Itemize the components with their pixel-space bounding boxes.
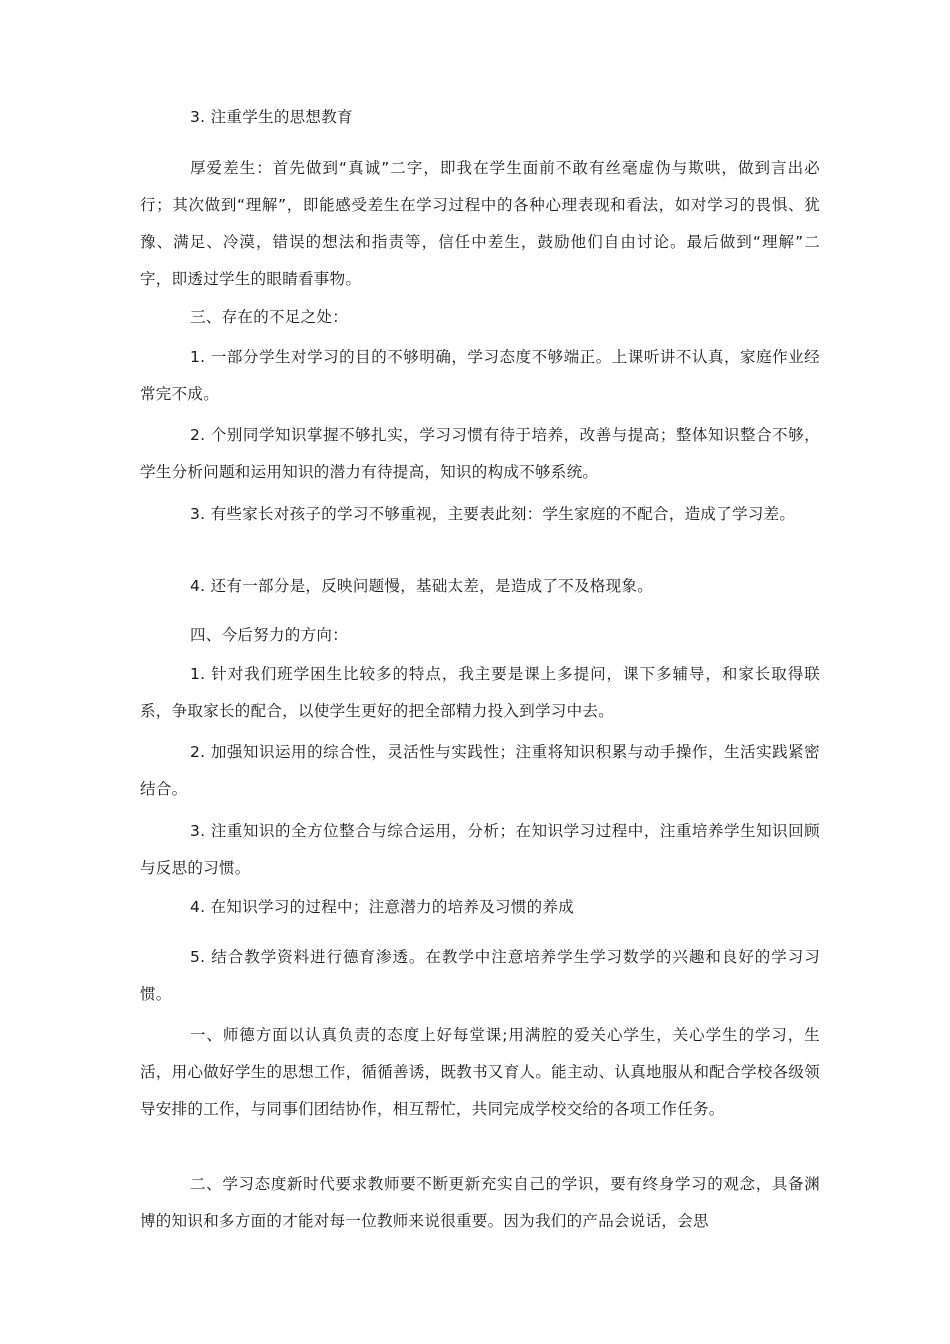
paragraph-13: 5. 结合教学资料进行德育渗透。在教学中注意培养学生学习数学的兴趣和良好的学习习惯。 bbox=[140, 948, 820, 1003]
paragraph-2: 厚爱差生：首先做到“真诚”二字，即我在学生面前不敢有丝毫虚伪与欺哄，做到言出必行；其次做到“理解”，即能感受差生在学习过程中的各种心理表现和看法，如对学习的畏惧、犹豫、满足、冷漠，错误的想法和指责等，信任中差生，鼓励他们自由讨论。最后做到“理解”二字，即透过学生的眼睛看事物。 bbox=[140, 159, 820, 288]
paragraph-4: 1. 一部分学生对学习的目的不够明确，学习态度不够端正。上课听讲不认真，家庭作业经常完不成。 bbox=[140, 348, 820, 403]
paragraph-10: 2. 加强知识运用的综合性，灵活性与实践性；注重将知识积累与动手操作，生活实践紧密结合。 bbox=[140, 743, 820, 798]
paragraph-1: 3. 注重学生的思想教育 bbox=[190, 108, 353, 126]
paragraph-8: 四、今后努力的方向： bbox=[190, 626, 349, 644]
paragraph-6: 3. 有些家长对孩子的学习不够重视，主要表此刻：学生家庭的不配合，造成了学习差。 bbox=[190, 505, 796, 523]
paragraph-7: 4. 还有一部分是，反映问题慢，基础太差，是造成了不及格现象。 bbox=[190, 577, 654, 595]
paragraph-15: 二、学习态度新时代要求教师要不断更新充实自己的学识，要有终身学习的观念，具备渊博的知识和多方面的才能对每一位教师来说很重要。因为我们的产品会说话，会思 bbox=[140, 1175, 820, 1230]
paragraph-3: 三、存在的不足之处： bbox=[190, 308, 349, 326]
paragraph-5: 2. 个别同学知识掌握不够扎实，学习习惯有待于培养，改善与提高；整体知识整合不够，学生分析问题和运用知识的潜力有待提高，知识的构成不够系统。 bbox=[140, 426, 820, 481]
paragraph-14: 一、师德方面以认真负责的态度上好每堂课;用满腔的爱关心学生，关心学生的学习，生活，用心做好学生的思想工作，循循善诱，既教书又育人。能主动、认真地服从和配合学校各级领导安排的工作，与同事们团结协作，相互帮忙，共同完成学校交给的各项工作任务。 bbox=[140, 1026, 820, 1118]
paragraph-11: 3. 注重知识的全方位整合与综合运用，分析；在知识学习过程中，注重培养学生知识回顾与反思的习惯。 bbox=[140, 822, 820, 877]
paragraph-9: 1. 针对我们班学困生比较多的特点，我主要是课上多提问，课下多辅导，和家长取得联系，争取家长的配合，以使学生更好的把全部精力投入到学习中去。 bbox=[140, 665, 820, 720]
paragraph-12: 4. 在知识学习的过程中；注意潜力的培养及习惯的养成 bbox=[190, 898, 575, 916]
